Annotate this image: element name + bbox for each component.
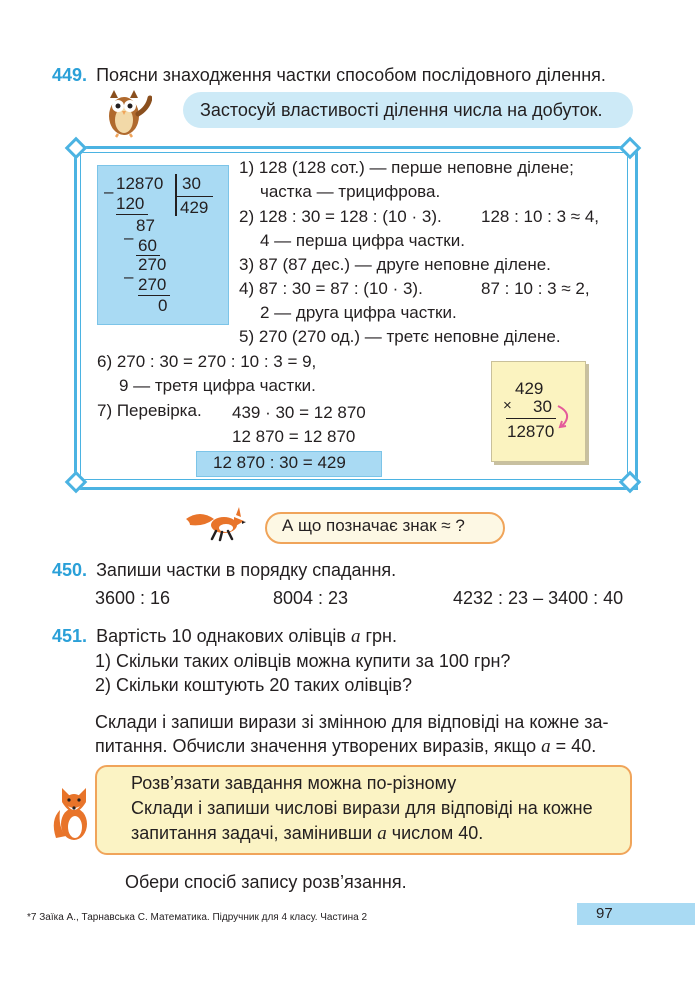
fox-question: А що позначає знак ≈ ? bbox=[282, 516, 465, 535]
question-2: 2) Скільки коштують 20 таких олівців? bbox=[95, 675, 412, 695]
step-line: 2 — друга цифра частки. bbox=[260, 303, 457, 322]
exercise-title: Поясни знаходження частки способом послідовного ділення. bbox=[96, 65, 606, 85]
times-sign: × bbox=[503, 397, 512, 414]
expression-item: 3600 : 16 bbox=[95, 588, 171, 608]
curved-arrow-icon bbox=[554, 404, 576, 430]
minus-sign: – bbox=[124, 267, 134, 286]
question-1: 1) Скільки таких олівців можна купити за 100 грн? bbox=[95, 651, 511, 671]
subtrahend-1: 120 bbox=[116, 194, 145, 213]
exercise-title: Запиши частки в порядку спадання. bbox=[96, 560, 397, 580]
minus-sign: – bbox=[124, 228, 134, 247]
note-text: числом 40. bbox=[391, 823, 484, 843]
expression-item: 8004 : 23 bbox=[273, 588, 349, 608]
note-line: Розв’язати завдання можна по-різному bbox=[131, 773, 457, 793]
step-line: 4) 87 : 30 = 87 : (10 · 3). bbox=[239, 279, 423, 298]
check-underline bbox=[506, 418, 556, 419]
step-line: 128 : 10 : 3 ≈ 4, bbox=[481, 207, 600, 226]
step-line: 7) Перевірка. bbox=[97, 401, 202, 420]
exercise-number: 451. bbox=[52, 626, 88, 646]
step-line: 87 : 10 : 3 ≈ 2, bbox=[481, 279, 590, 298]
subtrahend-3: 270 bbox=[138, 275, 167, 294]
remainder-2: 270 bbox=[138, 255, 167, 274]
long-division bbox=[97, 165, 229, 325]
step-line: 6) 270 : 30 = 270 : 10 : 3 = 9, bbox=[97, 352, 317, 371]
subtrahend-2: 60 bbox=[138, 236, 157, 255]
step-line: 1) 128 (128 сот.) — перше неповне ділене; bbox=[239, 158, 574, 177]
fox-icon bbox=[50, 780, 96, 842]
page-number-tab bbox=[577, 903, 695, 925]
task-line bbox=[95, 735, 596, 758]
exercise-450-heading bbox=[52, 559, 396, 581]
task-text: питання. Обчисли значення утворених виразів, якщо bbox=[95, 736, 537, 756]
citation: *7 Заїка А., Тарнавська С. Математика. Підручник для 4 класу. Частина 2 bbox=[27, 912, 368, 923]
variable-a: a bbox=[350, 626, 361, 647]
exercise-451-heading bbox=[52, 625, 397, 648]
exercise-number: 450. bbox=[52, 560, 88, 580]
division-bracket bbox=[175, 174, 177, 216]
owl-icon bbox=[100, 86, 152, 138]
dividend: 12870 bbox=[116, 174, 164, 193]
hint-text: Застосуй властивості ділення числа на добуток. bbox=[200, 100, 603, 120]
step-line: 2) 128 : 30 = 128 : (10 · 3). bbox=[239, 207, 442, 226]
answer-text: 12 870 : 30 = 429 bbox=[213, 453, 346, 472]
note-line: Склади і запиши числові вирази для відповіді на кожне bbox=[131, 798, 593, 818]
closing-line: Обери спосіб запису розв’язання. bbox=[125, 872, 407, 892]
step-line: частка — трицифрова. bbox=[260, 182, 441, 201]
task-line: Склади і запиши вирази зі змінною для відповіді на кожне за- bbox=[95, 712, 609, 732]
remainder-3: 0 bbox=[158, 296, 168, 315]
expression-item: 4232 : 23 – 3400 : 40 bbox=[453, 588, 624, 608]
step-line: 5) 270 (270 од.) — третє неповне ділене. bbox=[239, 327, 561, 346]
remainder-1: 87 bbox=[136, 216, 155, 235]
check-line: 12 870 = 12 870 bbox=[232, 427, 356, 446]
variable-a: a bbox=[377, 823, 387, 844]
task-equals: = 40. bbox=[555, 736, 597, 756]
step-line: 9 — третя цифра частки. bbox=[119, 376, 316, 395]
multiplicand: 429 bbox=[515, 379, 544, 398]
note-text: запитання задачі, замінивши bbox=[131, 823, 373, 843]
multiplier: 30 bbox=[533, 397, 552, 416]
variable-a: a bbox=[541, 736, 551, 757]
problem-line: Вартість 10 однакових олівців bbox=[96, 626, 346, 646]
fox-icon bbox=[184, 503, 258, 543]
problem-line-end: грн. bbox=[365, 626, 397, 646]
step-line: 3) 87 (87 дес.) — друге неповне ділене. bbox=[239, 255, 551, 274]
divisor: 30 bbox=[182, 174, 201, 193]
page-number: 97 bbox=[596, 905, 613, 922]
check-line: 439 · 30 = 12 870 bbox=[232, 403, 366, 422]
note-line bbox=[131, 822, 483, 845]
exercise-number: 449. bbox=[52, 65, 88, 85]
exercise-449-heading bbox=[52, 64, 606, 86]
check-result: 12870 bbox=[507, 422, 555, 441]
quotient: 429 bbox=[180, 198, 209, 217]
step-line: 4 — перша цифра частки. bbox=[260, 231, 465, 250]
minus-sign: – bbox=[104, 182, 114, 201]
